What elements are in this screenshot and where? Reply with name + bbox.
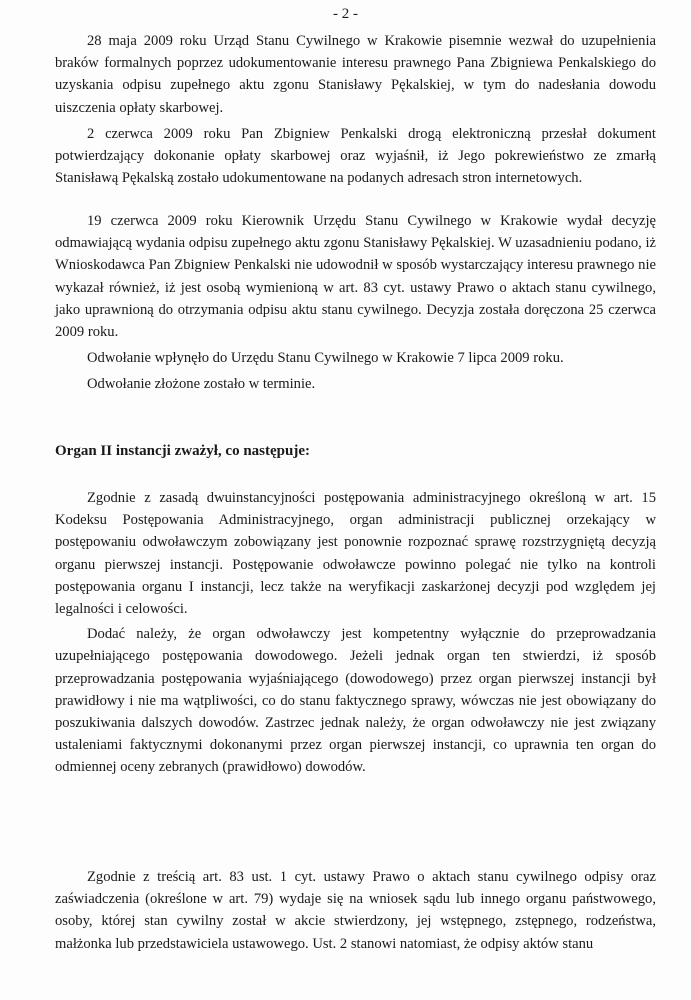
paragraph-summons: 28 maja 2009 roku Urząd Stanu Cywilnego w Krakowie pisemnie wezwał do uzupełnienia braków formalnych poprzez udokumentowanie interesu prawnego Pana Zbigniewa Penkalskiego do uzyskania odpisu zupełnego aktu zgonu Stanisławy Pękalskiej, w tym do nadesłania dowodu uiszczenia opłaty skarbowej. xyxy=(55,33,656,116)
paragraph-appeal-timely: Odwołanie złożone zostało w terminie. xyxy=(87,376,316,393)
text-block-article-83 xyxy=(55,866,656,955)
page-number: - 2 - xyxy=(333,6,358,22)
text-block-reasoning xyxy=(55,487,656,779)
text-block-facts xyxy=(55,8,656,189)
paragraph-two-instance-principle: Zgodnie z zasadą dwuinstancyjności postępowania administracyjnego określoną w art. 15 Kodeksu Postępowania Administracyjnego, organ administracji publicznej orzekający w postępowaniu odwoławczym zobowiązany jest ponownie rozpoznać sprawę rozstrzygniętą decyzją organu pierwszej instancji. Postępowanie odwoławcze powinno polegać nie tylko na kontroli postępowania organu I instancji, lecz także na weryfikacji zaskarżonej decyzji pod względem jej legalności i celowości. xyxy=(55,490,656,618)
section-heading: Organ II instancji zważył, co następuje: xyxy=(55,443,310,459)
text-block-decision xyxy=(55,210,656,396)
paragraph-decision: 19 czerwca 2009 roku Kierownik Urzędu Stanu Cywilnego w Krakowie wydał decyzję odmawiającą wydania odpisu zupełnego aktu zgonu Stanisławy Pękalskiej. W uzasadnieniu podano, iż Wnioskodawca Pan Zbigniew Penkalski nie udowodnił w sposób wystarczający interesu prawnego nie wykazał również, iż jest osobą wymienioną w art. 83 cyt. ustawy Prawo o aktach stanu cywilnego, jako uprawnioną do otrzymania odpisu aktu stanu cywilnego. Decyzja została doręczona 25 czerwca 2009 roku. xyxy=(55,213,656,341)
paragraph-appeal-received: Odwołanie wpłynęło do Urzędu Stanu Cywilnego w Krakowie 7 lipca 2009 roku. xyxy=(87,350,564,367)
paragraph-payment: 2 czerwca 2009 roku Pan Zbigniew Penkalski drogą elektroniczną przesłał dokument potwierdzający dokonanie opłaty skarbowej oraz wyjaśnił, iż Jego pokrewieństwo ze zmarłą Stanisławą Pękalską zostało udokumentowane na podanych adresach stron internetowych. xyxy=(55,125,656,187)
paragraph-appeal-body-competence: Dodać należy, że organ odwoławczy jest kompetentny wyłącznie do przeprowadzania uzupełniającego postępowania dowodowego. Jeżeli jednak organ ten stwierdzi, iż sposób przeprowadzania postępowania wyjaśniającego (dowodowego) przez organ pierwszej instancji był prawidłowy i nie ma wątpliwości, co do stanu faktycznego sprawy, wówczas nie jest obowiązany do poszukiwania dalszych dowodów. Zastrzec jednak należy, że organ odwoławczy nie jest związany ustaleniami faktycznymi dokonanymi przez organ pierwszej instancji, co uprawnia ten organ do odmiennej oceny zebranych (prawidłowo) dowodów. xyxy=(55,626,656,776)
paragraph-article-83: Zgodnie z treścią art. 83 ust. 1 cyt. ustawy Prawo o aktach stanu cywilnego odpisy oraz zaświadczenia (określone w art. 79) wydaje się na wniosek sądu lub innego organu państwowego, osoby, której stan cywilny został w akcie stwierdzony, jej wstępnego, zstępnego, rodzeństwa, małżonka lub przedstawiciela ustawowego. Ust. 2 stanowi natomiast, że odpisy aktów stanu xyxy=(55,869,656,952)
